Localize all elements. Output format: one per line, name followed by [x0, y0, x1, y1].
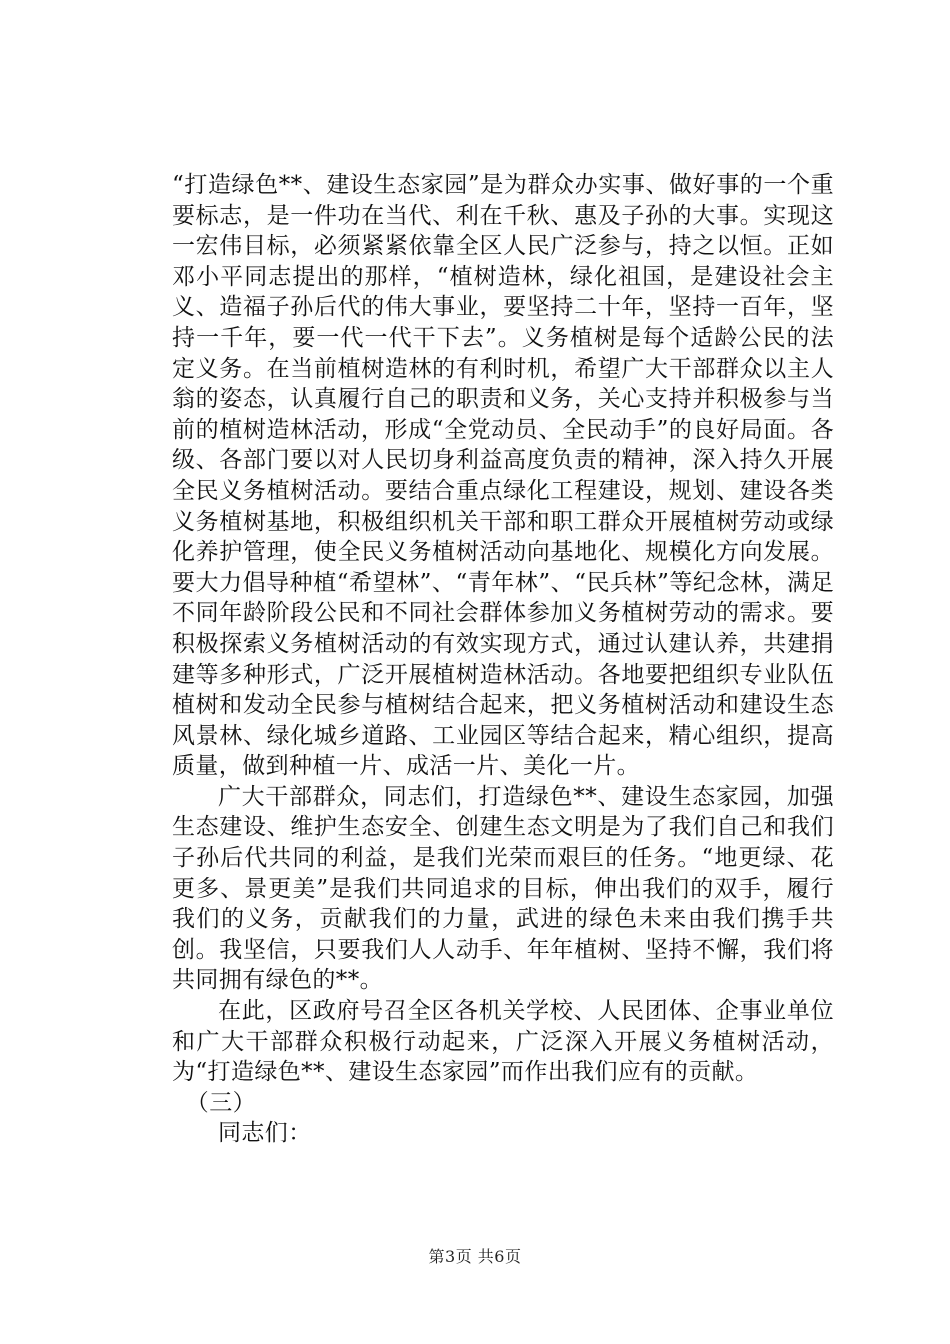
paragraph-government-call: 在此，区政府号召全区各机关学校、人民团体、企事业单位和广大干部群众积极行动起来，广泛深入开展义务植树活动，为“打造绿色**、建设生态家园”而作出我们应有的贡献。	[172, 998, 834, 1086]
section-marker: （三）	[185, 1089, 256, 1116]
document-body	[172, 170, 834, 1149]
paragraph-campaign-call: “打造绿色**、建设生态家园”是为群众办实事、做好事的一个重要标志，是一件功在当代、利在千秋、惠及子孙的大事。实现这一宏伟目标，必须紧紧依靠全区人民广泛参与，持之以恒。正如邓小平同志提出的那样，“植树造林，绿化祖国，是建设社会主义、造福子孙后代的伟大事业，要坚持二十年，坚持一百年，坚持一千年，要一代一代干下去”。义务植树是每个适龄公民的法定义务。在当前植树造林的有利时机，希望广大干部群众以主人翁的姿态，认真履行自己的职责和义务，关心支持并积极参与当前的植树造林活动，形成“全党动员、全民动手”的良好局面。各级、各部门要以对人民切身利益高度负责的精神，深入持久开展全民义务植树活动。要结合重点绿化工程建设，规划、建设各类义务植树基地，积极组织机关干部和职工群众开展植树劳动或绿化养护管理，使全民义务植树活动向基地化、规模化方向发展。要大力倡导种植“希望林”、“青年林”、“民兵林”等纪念林，满足不同年龄阶段公民和不同社会群体参加义务植树劳动的需求。要积极探索义务植树活动的有效实现方式，通过认建认养，共建捐建等多种形式，广泛开展植树造林活动。各地要把组织专业队伍植树和发动全民参与植树结合起来，把义务植树活动和建设生态风景林、绿化城乡道路、工业园区等结合起来，精心组织，提高质量，做到种植一片、成活一片、美化一片。	[172, 172, 834, 780]
paragraph-cadres-appeal: 广大干部群众，同志们，打造绿色**、建设生态家园，加强生态建设、维护生态安全、创建生态文明是为了我们自己和我们子孙后代共同的利益，是我们光荣而艰巨的任务。“地更绿、花更多、景更美”是我们共同追求的目标，伸出我们的双手，履行我们的义务，贡献我们的力量，武进的绿色未来由我们携手共创。我坚信，只要我们人人动手、年年植树、坚持不懈，我们将共同拥有绿色的**。	[172, 783, 834, 994]
page-number-footer: 第3页 共6页	[428, 1247, 522, 1266]
salutation: 同志们：	[218, 1120, 312, 1147]
